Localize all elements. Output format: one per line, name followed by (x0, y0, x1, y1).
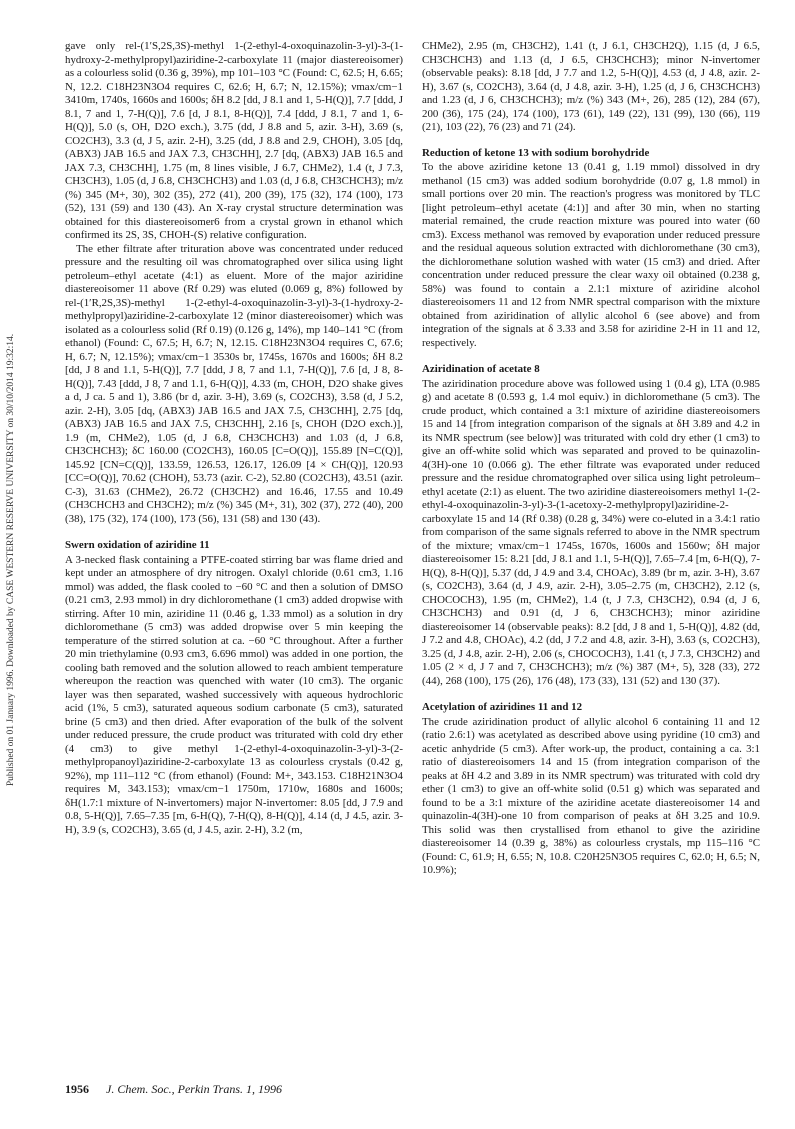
paragraph: The crude aziridination product of allylic alcohol 6 containing 11 and 12 (ratio 2.6:1) was acetylated as described above using pyridine (10 cm3) and acetic anhydride (5 cm3). After work-up, the product, containing a ca. 3:1 ratio of diastereoisomers 14 and 15 (from integration comparison of the peaks at δH 4.2 and 3.89 in its NMR spectrum) was triturated with cold dry ether (1 cm3) to give an off-white solid (0.51 g) which was separated and found to be a 3:1 mixture of the aziridine acetate diastereoisomer 14 and quinazolin-4(3H)-one 10 from comparison of peaks at δH 3.25 and 10.9. This solid was then crystallised from ethanol to give the aziridine diastereoisomer 14 (0.39 g, 38%) as colourless crystals, mp 115–116 °C (Found: C, 61.9; H, 6.55; N, 10.8. C20H25N3O5 requires C, 62.0; H, 6.5; N, 10.9%); (422, 715, 760, 876)
section-heading: Swern oxidation of aziridine 11 (65, 539, 210, 551)
section-heading: Aziridination of acetate 8 (422, 363, 540, 375)
paragraph: The aziridination procedure above was followed using 1 (0.4 g), LTA (0.985 g) and acetate 8 (0.593 g, 1.4 mol equiv.) in dichloromethane (5 cm3). The crude product, which contained a 3:1 mixture of aziridine diastereoisomers 15 and 14 [from integration comparison of the signals at δH 3.89 and 4.2 in its NMR spectrum (see below)] was triturated with cold dry ether (1 cm3) to give an off-white solid which was separated and proved to be quinazolin-4(3H)-one 10 (0.066 g). The ether filtrate was evaporated under reduced pressure and the residue chromatographed over silica using light petroleum–ethyl acetate (2:1) as eluent. The two aziridine diastereoisomers methyl 1-(2-ethyl-4-oxoquinazolin-3-yl)-3-(1-acetoxy-2-methylpropyl)aziridine-2-carboxylate 15 and 14 (Rf 0.38) (0.28 g, 34%) were co-eluted in a 3.4:1 ratio from comparison of the same signals referred to above in the NMR spectrum of the mixture; νmax/cm−1 1745s, 1670s, 1600s and 1560w; δH major diastereoisomer 15: 8.21 [dd, J 8.1 and 1.1, 5-H(Q)], 7.65–7.4 [m, 6-H(Q), 7-H(Q), 8-H(Q)], 5.37 (dd, J 4.9 and 3.4, CHOAc), 3.89 (br m, azir. 3-H), 3.67 (s, CO2CH3), 3.64 (d, J 4.9, azir. 2-H), 3.05–2.75 (m, CH3CH2), 2.12 (s, CHOCOCH3), 1.95 (m, CHMe2), 1.4 (t, J 7.3, CH3CH2), 0.94 (d, J 6, CH3CHCH3) and 0.91 (d, J 6, CH3CHCH3); minor aziridine diastereoisomer 14 (observable peaks): 8.2 [dd, J 8 and 1, 5-H(Q)], 4.82 (dd, J 7.2 and 4.8, CHOAc), 4.2 (dd, J 7.2 and 4.8, azir. 3-H), 3.63 (s, CO2CH3), 3.25 (d, J 4.8, azir. 2-H), 2.06 (s, CHOCOCH3), 1.41 (t, J 7.3, CH3CH2) and 1.05 (2 × d, J 7 and 7, CH3CHCH3); m/z (%) 387 (M+, 5), 328 (33), 272 (44), 268 (100), 175 (26), 176 (48), 173 (33), 131 (52) and 130 (37). (422, 377, 760, 687)
page-number: 1956 (65, 1082, 89, 1096)
section-heading: Reduction of ketone 13 with sodium borohydride (422, 146, 650, 159)
right-column (422, 40, 760, 878)
section-heading: Acetylation of aziridines 11 and 12 (422, 701, 583, 713)
journal-citation: J. Chem. Soc., Perkin Trans. 1, 1996 (106, 1082, 282, 1096)
left-column (65, 40, 403, 837)
page-footer (65, 1082, 282, 1097)
paragraph: CHMe2), 2.95 (m, CH3CH2), 1.41 (t, J 6.1, CH3CH2Q), 1.15 (d, J 6.5, CH3CHCH3) and 1.13 (d, J 6.5, CH3CHCH3); minor N-invertomer (observable peaks): 8.18 [dd, J 7.7 and 1.2, 5-H(Q)], 4.53 (d, J 4.8, azir. 2-H), 3.67 (s, CO2CH3), 3.64 (d, J 4.8, azir. 3-H), 1.25 (d, J 6, CH3CHCH3) and 1.23 (d, J 6, CH3CHCH3); m/z (%) 343 (M+, 26), 285 (12), 284 (67), 200 (36), 175 (24), 174 (100), 173 (61), 149 (22), 131 (99), 130 (66), 119 (21), 103 (22), 76 (23) and 71 (24). (422, 40, 760, 133)
paragraph: To the above aziridine ketone 13 (0.41 g, 1.19 mmol) dissolved in dry methanol (15 cm3) was added sodium borohydride (0.07 g, 1.8 mmol) in small portions over 20 min. The reaction's progress was monitored by TLC [light petroleum–ethyl acetate (4:1)] and after 30 min, when no starting material remained, the crude reaction mixture was poured into water (60 cm3). Excess methanol was removed by evaporation under reduced pressure and the residual aqueous solution extracted with dichloromethane (30 cm3), the dichloromethane solution washed with water (15 cm3) and dried. After concentration under reduced pressure the clear waxy oil obtained (0.238 g, 58%) was found to contain a 2.1:1 mixture of aziridine alcohol diastereoisomers 11 and 12 from NMR spectral comparison with the mixture obtained from aziridination of allylic alcohol 6 (see above) and from integration of the signals at δ 3.33 and 3.58 for aziridine 2-H in 11 and 12, respectively. (422, 161, 760, 349)
download-watermark-text: Published on 01 January 1996. Downloaded by CASE WESTERN RESERVE UNIVERSITY on 30/10/2014 19:32:14. (6, 333, 16, 787)
paragraph: The ether filtrate after trituration above was concentrated under reduced pressure and the resulting oil was chromatographed over silica using light petroleum–ethyl acetate (4:1) as eluent. More of the major aziridine diastereoisomer 11 above (Rf 0.29) was eluted (0.069 g, 8%) followed by rel-(1′R,2S,3S)-methyl 1-(2-ethyl-4-oxoquinazolin-3-yl)-3-(1-hydroxy-2-methylpropyl)aziridine-2-carboxylate 12 (minor diastereoisomer) which was isolated as a colourless solid (Rf 0.19) (0.126 g, 14%), mp 140–141 °C (from ethanol) (Found: C, 67.5; H, 6.7; N, 12.15. C18H23N3O4 requires C, 67.6; H, 6.7; N, 12.15%); νmax/cm−1 3530s br, 1745s, 1670s and 1600s; δH 8.2 [dd, J 8 and 1.1, 5-H(Q)], 7.7 [ddd, J 8, 7 and 1.1, 7-H(Q)], 7.6 [d, J 8, 8-H(Q)], 7.43 [ddd, J 8, 7 and 1.1, 6-H(Q)], 4.33 (m, CHOH, D2O shake gives a d, J ca. 5 and 1), 3.86 (br d, azir. 3-H), 3.69 (s, CO2CH3), 3.58 (d, J 5.2, azir. 2-H), 3.05 [dq, (ABX3) JAB 16.5 and JAX 7.5, CH3CHH], 2.75 [dq, (ABX3) JAB 16.5 and JAX 7.5, CH3CHH], 2.16 [s, CHOH (D2O exch.)], 1.9 (m, CHMe2), 1.05 (d, J 6.8, CH3CHCH3) and 1.03 (d, J 6.8, CH3CHCH3); δC 160.00 (CO2CH3), 160.05 [C=O(Q)], 155.89 [N=C(Q)], 145.92 [CN=C(Q)], 133.59, 126.53, 126.17, 126.09 [4 × CH(Q)], 120.93 [CC=O(Q)], 70.62 (CHOH), 53.73 (azir. C-2), 52.80 (CO2CH3), 43.51 (azir. C-3), 31.63 (CHMe2), 26.72 (CH3CH2) and 16.46, 17.55 and 10.49 (CH3CHCH3 and CH3CH2); m/z (%) 345 (M+, 31), 302 (37), 272 (40), 200 (38), 175 (32), 174 (100), 173 (56), 131 (58) and 130 (43). (65, 242, 403, 525)
paragraph: gave only rel-(1′S,2S,3S)-methyl 1-(2-ethyl-4-oxoquinazolin-3-yl)-3-(1-hydroxy-2-methylpropyl)aziridine-2-carboxylate 11 (major diastereoisomer) as a colourless solid (0.36 g, 39%), mp 101–103 °C (Found: C, 62.5; H, 6.65; N, 12.2. C18H23N3O4 requires C, 62.6; H, 6.7; N, 12.15%); νmax/cm−1 3410m, 1740s, 1660s and 1600s; δH 8.2 [dd, J 8.1 and 1, 5-H(Q)], 7.7 [ddd, J 8.1, 7 and 1, 7-H(Q)], 7.6 [d, J 8.1, 8-H(Q)], 7.4 [ddd, J 8.1, 7 and 1, 6-H(Q)], 5.0 (s, OH, D2O exch.), 3.75 (dd, J 8.8 and 5, azir. 3-H), 3.69 (s, CO2CH3), 3.3 (d, J 5, azir. 2-H), 3.25 (dd, J 8.8 and 2.9, CHOH), 3.05 [dq, (ABX3) JAB 16.5 and JAX 7.3, CH3CHH], 2.7 [dq, (ABX3) JAB 16.5 and JAX 7.3, CH3CHH], 1.75 (m, 8 lines visible, J 6.7, CHMe2), 1.4 (t, J 7.3, CH3CH3), 1.05 (d, J 6.8, CH3CHCH3) and 1.03 (d, J 6.8, CH3CHCH3); m/z (%) 345 (M+, 30), 302 (35), 272 (41), 200 (39), 175 (32), 174 (100), 173 (52), 131 (59) and 130 (43). An X-ray crystal structure determination was obtained for this diastereoisomer6 from a crystal grown in ethanol which confirmed its 2S, 3S, CHOH-(S) relative configuration. (65, 40, 403, 241)
download-watermark (0, 0, 22, 1129)
paragraph: A 3-necked flask containing a PTFE-coated stirring bar was flame dried and kept under an atmosphere of dry nitrogen. Oxalyl chloride (0.61 cm3, 1.16 mmol) was added, the flask cooled to −60 °C and then a solution of DMSO (0.21 cm3, 2.93 mmol) in dry dichloromethane (1 cm3) added dropwise with stirring. After 10 min, aziridine 11 (0.46 g, 1.33 mmol) as a solution in dry dichloromethane (5 cm3) was added dropwise over 5 min keeping the temperature of the stirred solution at ca. −60 °C throughout. After a further 20 min triethylamine (0.93 cm3, 6.696 mmol) was added in one portion, the cooling bath removed and the solution allowed to reach ambient temperature whereupon the reaction was quenched with water (10 cm3). The organic layer was then separated, washed successively with aqueous hydrochloric acid (1%, 5 cm3), saturated aqueous sodium carbonate (5 cm3), saturated brine (5 cm3) and then dried. After evaporation of the bulk of the solvent under reduced pressure, the crude product was triturated with cold dry ether (4 cm3) to give methyl 1-(2-ethyl-4-oxoquinazolin-3-yl)-3-(2-methylpropanoyl)aziridine-2-carboxylate 13 as colourless crystals (0.42 g, 92%), mp 111–112 °C (from ethanol) (Found: M+, 343.153. C18H21N3O4 requires M, 343.153); νmax/cm−1 1750m, 1710w, 1680s and 1600s; δH(1.7:1 mixture of N-invertomers) major N-invertomer: 8.05 [dd, J 7.9 and 0.8, 5-H(Q)], 7.65–7.35 [m, 6-H(Q), 7-H(Q), 8-H(Q)], 4.14 (d, J 4.5, azir. 3-H), 3.9 (s, CO2CH3), 3.65 (d, J 4.5, azir. 2-H), 3.2 (m, (65, 553, 403, 836)
